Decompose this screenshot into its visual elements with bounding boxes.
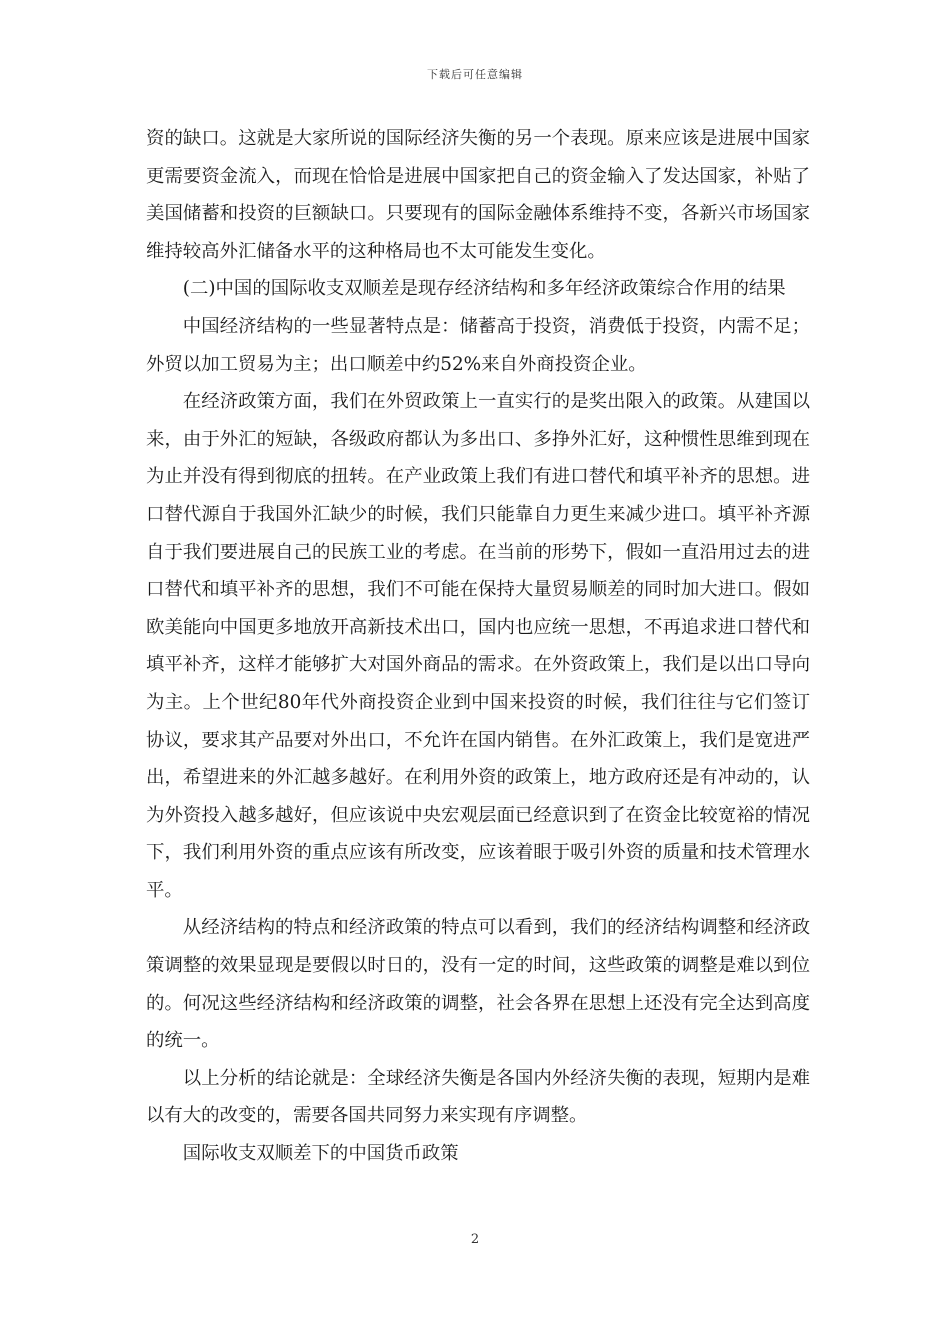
subsection-title: 国际收支双顺差下的中国货币政策 — [182, 1143, 459, 1165]
page-header: 下载后可任意编辑 — [427, 68, 523, 81]
paragraph-6: 以上分析的结论就是：全球经济失衡是各国内外经济失衡的表现，短期内是难以有大的改变的，需要各国共同努力来实现有序调整。 — [146, 1067, 810, 1127]
paragraph-3: 中国经济结构的一些显著特点是：储蓄高于投资，消费低于投资，内需不足；外贸以加工贸易为主；出口顺差中约52%来自外商投资企业。 — [146, 315, 810, 375]
paragraph-4: 在经济政策方面，我们在外贸政策上一直实行的是奖出限入的政策。从建国以来，由于外汇的短缺，各级政府都认为多出口、多挣外汇好，这种惯性思维到现在为止并没有得到彻底的扭转。在产业政策上我们有进口替代和填平补齐的思想。进口替代源自于我国外汇缺少的时候，我们只能靠自力更生来减少进口。填平补齐源自于我们要进展自己的民族工业的考虑。在当前的形势下，假如一直沿用过去的进口替代和填平补齐的思想，我们不可能在保持大量贸易顺差的同时加大进口。假如欧美能向中国更多地放开高新技术出口，国内也应统一思想，不再追求进口替代和填平补齐，这样才能够扩大对国外商品的需求。在外资政策上，我们是以出口导向为主。上个世纪80年代外商投资企业到中国来投资的时候，我们往往与它们签订协议，要求其产品要对外出口，不允许在国内销售。在外汇政策上，我们是宽进严出，希望进来的外汇越多越好。在利用外资的政策上，地方政府还是有冲动的，认为外资投入越多越好，但应该说中央宏观层面已经意识到了在资金比较宽裕的情况下，我们利用外资的重点应该有所改变，应该着眼于吸引外资的质量和技术管理水平。 — [146, 391, 810, 901]
paragraph-5: 从经济结构的特点和经济政策的特点可以看到，我们的经济结构调整和经济政策调整的效果显现是要假以时日的，没有一定的时间，这些政策的调整是难以到位的。何况这些经济结构和经济政策的调整，社会各界在思想上还没有完全达到高度的统一。 — [146, 917, 810, 1052]
paragraph-1: 资的缺口。这就是大家所说的国际经济失衡的另一个表现。原来应该是进展中国家更需要资金流入，而现在恰恰是进展中国家把自己的资金输入了发达国家，补贴了美国储蓄和投资的巨额缺口。只要现有的国际金融体系维持不变，各新兴市场国家维持较高外汇储备水平的这种格局也不太可能发生变化。 — [146, 128, 810, 262]
page-number: 2 — [470, 1232, 480, 1247]
document-body — [146, 120, 810, 1173]
section-heading: (二)中国的国际收支双顺差是现存经济结构和多年经济政策综合作用的结果 — [182, 278, 786, 300]
